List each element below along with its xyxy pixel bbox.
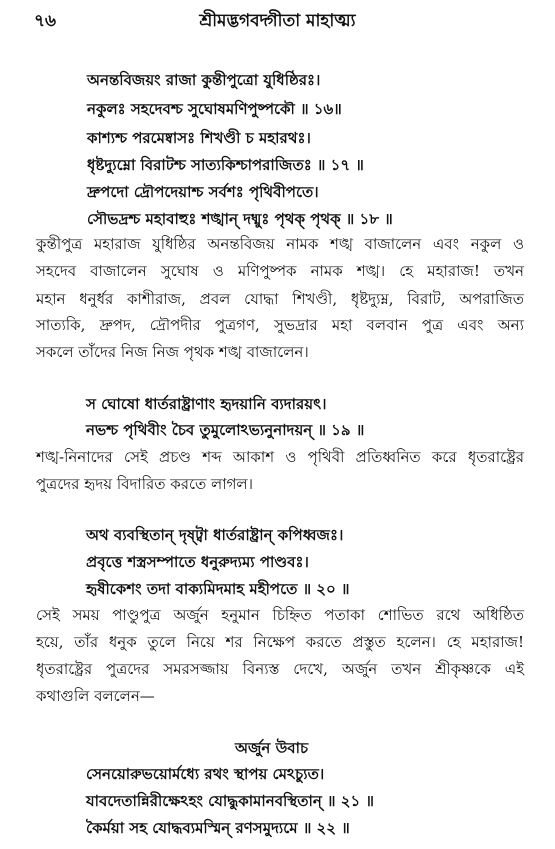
- translation-line: কথাগুলি বললেন—: [36, 687, 155, 705]
- verse-line: হৃষীকেশং তদা বাক্যমিদমাহ মহীপতে ॥ ২০ ॥: [86, 580, 350, 598]
- translation-line: সহদেব বাজালেন সুঘোষ ও মণিপুষ্পক নামক শঙ্খ। হে মহারাজ! তখন: [36, 262, 524, 280]
- speaker-heading: অর্জুন উবাচ: [235, 739, 309, 757]
- page-header: [0, 8, 555, 32]
- verse-line: প্রবৃত্তে শস্ত্রসম্পাতে ধনুরুদ্যম্য পাণ্ডবঃ।: [86, 553, 309, 571]
- running-title: শ্রীমদ্ভগবদ্গীতা মাহাত্ম্য: [199, 11, 356, 31]
- verse-line: সেনয়োরুভয়োর্মধ্যে রথং স্থাপয় মেঽচ্যুত।: [86, 765, 325, 783]
- translation-line: সেই সময় পাণ্ডুপুত্র অর্জুন হনুমান চিহ্নিত পতাকা শোভিত রথে অধিষ্ঠিত: [36, 606, 524, 624]
- translation-line: মহান ধনুর্ধর কাশীরাজ, প্রবল যোদ্ধা শিখণ্ডী, ধৃষ্টদ্যুম্ন, বিরাট, অপরাজিত: [36, 290, 524, 308]
- translation-line: শঙ্খ-নিনাদের সেই প্রচণ্ড শব্দ আকাশ ও পৃথিবী প্রতিধ্বনিত করে ধৃতরাষ্ট্রের: [36, 448, 524, 466]
- verse-line: স ঘোষো ধার্তরাষ্ট্রাণাং হৃদয়ানি ব্যদারয়ৎ।: [86, 395, 327, 413]
- verse-line: কাশ্যশ্চ পরমেষ্বাসঃ শিখণ্ডী চ মহারথঃ।: [87, 129, 311, 147]
- verse-line: অনন্তবিজয়ং রাজা কুন্তীপুত্রো যুধিষ্ঠিরঃ।: [87, 71, 321, 89]
- verse-line: নভশ্চ পৃথিবীং চৈব তুমুলোঽভ্যনুনাদয়ন্ ॥ ১৯ ॥: [86, 421, 365, 439]
- translation-line: সাত্যকি, দ্রুপদ, দ্রৌপদীর পুত্রগণ, সুভদ্রার মহা বলবান পুত্র এবং অন্য: [36, 316, 524, 334]
- verse-line: অথ ব্যবস্থিতান্ দৃষ্ট্বা ধার্তরাষ্ট্রান্ কপিধ্বজঃ।: [86, 526, 344, 544]
- verse-line: ধৃষ্টদ্যুম্নো বিরাটশ্চ সাত্যকিশ্চাপরাজিতঃ ॥ ১৭ ॥: [87, 156, 364, 174]
- translation-line: ধৃতরাষ্ট্রের পুত্রদের সমরসজ্জায় বিন্যস্ত দেখে, অর্জুন তখন শ্রীকৃষ্ণকে এই: [36, 660, 524, 678]
- translation-line: পুত্রদের হৃদয় বিদারিত করতে লাগল।: [36, 475, 253, 493]
- page-number: ৭৬: [34, 11, 57, 31]
- verse-line: নকুলঃ সহদেবশ্চ সুঘোষমণিপুষ্পকৌ ॥ ১৬॥: [87, 100, 342, 118]
- translation-line: সকলে তাঁদের নিজ নিজ পৃথক শঙ্খ বাজালেন।: [36, 343, 309, 361]
- translation-line: কুন্তীপুত্র মহারাজ যুধিষ্ঠির অনন্তবিজয় নামক শঙ্খ বাজালেন এবং নকুল ও: [36, 235, 524, 253]
- verse-line: কৈর্ময়া সহ যোদ্ধব্যমস্মিন্ রণসমুদ্যমে ॥ ২২ ॥: [86, 819, 350, 837]
- translation-line: হয়ে, তাঁর ধনুক তুলে নিয়ে শর নিক্ষেপ করতে প্রস্তুত হলেন। হে মহারাজ!: [36, 633, 524, 651]
- verse-line: দ্রুপদো দ্রৌপদেয়াশ্চ সর্বশঃ পৃথিবীপতে।: [87, 183, 319, 201]
- verse-line: যাবদেতান্নিরীক্ষেঽহং যোদ্ধুকামানবস্থিতান্ ॥ ২১ ॥: [86, 792, 374, 810]
- verse-line: সৌভদ্রশ্চ মহাবাহুঃ শঙ্খান্ দধ্মুঃ পৃথক্ পৃথক্ ॥ ১৮ ॥: [87, 210, 393, 228]
